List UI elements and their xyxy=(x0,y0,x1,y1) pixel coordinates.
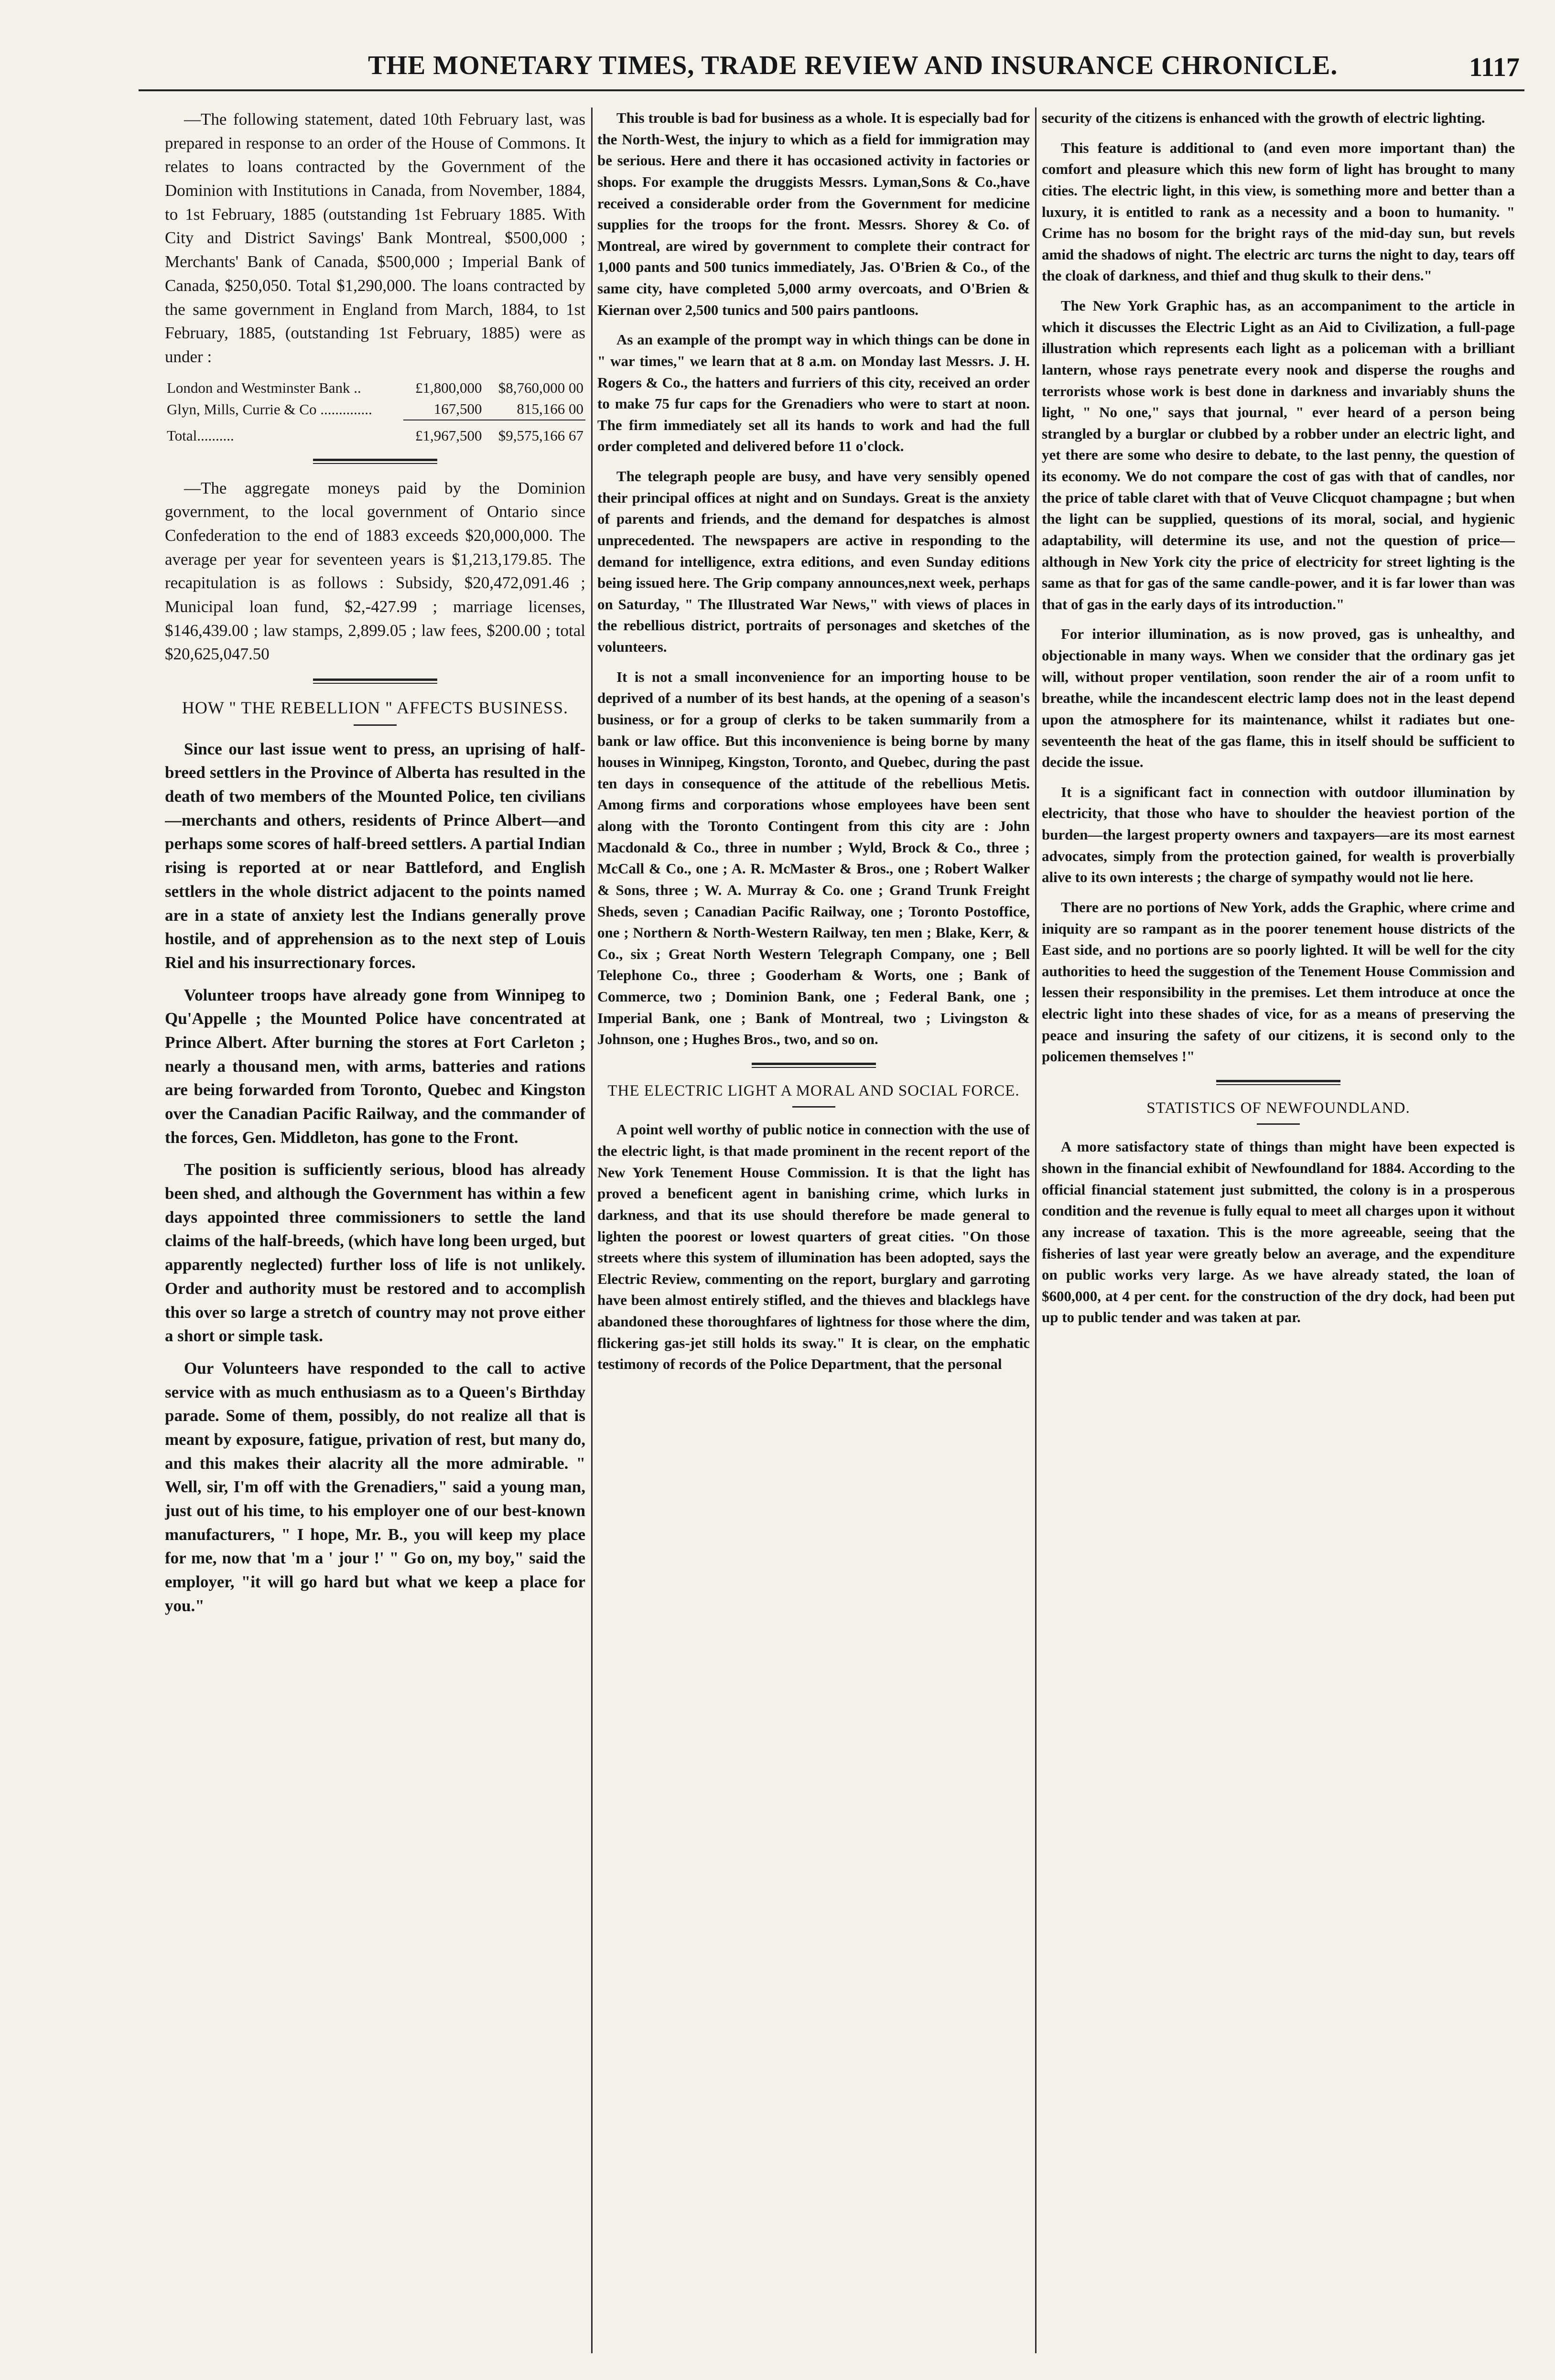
column-divider-1 xyxy=(591,108,593,2353)
article-paragraph: This trouble is bad for business as a whole. It is especially bad for the North-West, the injury to which as a field for immigration may be serious. Here and there it has occasioned activity in factories or shops. For example the druggists Messrs. Lyman,Sons & Co.,have received a considerable order from the Government for medicine supplies for the troops for the front. Messrs. Shorey & Co. of Montreal, are wired by government to complete their contract for 1,000 pants and 500 tunics immediately, Jas. O'Brien & Co., of the same city, have completed 5,000 army overcoats, and O'Brien & Kiernan over 2,500 tunics and 500 pairs pantloons. xyxy=(597,109,1030,318)
article-paragraph: It is a significant fact in connection with outdoor illumination by electricity, that those who have to shoulder the heaviest portion of the burden—the largest property owners and taxpayers—are its most earnest advocates, simply from the protection gained, for wealth is proverbially alive to its own interests ; the charge of sympathy would not lie here. xyxy=(1042,783,1515,886)
article-paragraph: It is not a small inconvenience for an importing house to be deprived of a number of its best hands, at the opening of a season's business, or for a group of clerks to be taken summarily from a bank or law office. But this inconvenience is being borne by many houses in Winnipeg, Kingston, Toronto, and Quebec, during the past ten days in consequence of the attitude of the rebellious Metis. Among firms and corporations whose employees have been sent along with the Toronto Contingent from this city are : John Macdonald & Co., three in number ; Wyld, Brock & Co., three ; McCall & Co., one ; A. R. McMaster & Bros., one ; Robert Walker & Sons, three ; W. A. Murray & Co. one ; Grand Trunk Freight Sheds, seven ; Canadian Pacific Railway, one ; Toronto Postoffice, one ; Northern & North-Western Railway, ten men ; Blake, Kerr, & Co., six ; Great North Western Telegraph Company, one ; Bell Telephone Co., three ; Gooderham & Worts, one ; Bank of Commerce, two ; Dominion Bank, one ; Federal Bank, one ; Imperial Bank, one ; Bank of Montreal, two ; Livingston & Johnson, one ; Hughes Bros., two, and so on. xyxy=(597,668,1030,1048)
rebellion-heading: HOW " THE REBELLION " AFFECTS BUSINESS. xyxy=(182,698,569,718)
section-divider xyxy=(313,678,437,684)
column-1 xyxy=(165,108,585,2363)
heading-rule xyxy=(354,724,397,726)
loan-table-dollars: $8,760,000 00 xyxy=(498,379,583,396)
section-divider xyxy=(752,1063,876,1068)
loan-table-total-pounds: £1,967,500 xyxy=(403,420,484,446)
article-paragraph: Since our last issue went to press, an uprising of half-breed settlers in the Province of Alberta has resulted in the death of two members of the Mounted Police, ten civilians—merchants and others, residents of Prince Albert—and perhaps some scores of half-breed settlers. A partial Indian rising is reported at or near Battleford, and English settlers in the whole district adjacent to the points named are in a state of anxiety lest the Indians generally prove hostile, and of apprehension as to the next step of Louis Riel and his insurrectionary forces. xyxy=(165,739,585,972)
column-3 xyxy=(1042,108,1515,2363)
loan-table-total-label: Total.......... xyxy=(167,427,234,444)
page-number: 1117 xyxy=(1469,53,1520,82)
heading-rule xyxy=(792,1106,835,1108)
loan-table-label: London and Westminster Bank .. xyxy=(167,379,361,396)
loan-table-total-dollars: $9,575,166 67 xyxy=(484,420,585,446)
table-row xyxy=(165,377,585,398)
column-2 xyxy=(597,108,1030,2363)
page-header xyxy=(139,45,1524,98)
publication-title: THE MONETARY TIMES, TRADE REVIEW AND INSURANCE CHRONICLE. xyxy=(368,51,1338,80)
article-paragraph: As an example of the prompt way in which things can be done in " war times," we learn that at 8 a.m. on Monday last Messrs. J. H. Rogers & Co., the hatters and furriers of this city, received an order to make 75 fur caps for the Grenadiers who were to start at noon. The firm immediately set all its hands to work and had the full order completed and delivered before 11 o'clock. xyxy=(597,331,1030,455)
aggregate-moneys-paragraph: —The aggregate moneys paid by the Dominion government, to the local government of Ontario since Confederation to the end of 1883 exceeds $20,000,000. The average per year for seventeen years is $1,213,179.85. The recapitulation is as follows : Subsidy, $20,472,091.46 ; Municipal loan fund, $2,-427.99 ; marriage licenses, $146,439.00 ; law stamps, 2,899.05 ; law fees, $200.00 ; total $20,625,047.50 xyxy=(165,478,585,664)
section-divider xyxy=(313,459,437,464)
article-paragraph: security of the citizens is enhanced with the growth of electric lighting. xyxy=(1042,109,1485,126)
article-paragraph: The telegraph people are busy, and have very sensibly opened their principal offices at night and on Sundays. Great is the anxiety of parents and friends, and the demand for despatches is almost unprecedented. The newspapers are active in responding to the demand for intelligence, extra editions, and even Sunday editions being issued here. The Grip company announces,next week, perhaps on Saturday, " The Illustrated War News," with views of places in the rebellious district, portraits of personages and sketches of the volunteers. xyxy=(597,468,1030,655)
section-divider xyxy=(1216,1080,1340,1085)
heading-rule xyxy=(1257,1123,1300,1125)
article-paragraph: There are no portions of New York, adds the Graphic, where crime and iniquity are so rampant as in the poorer tenement house districts of the East side, and no portions are so poorly lighted. It will be well for the city authorities to heed the suggestion of the Tenement House Commission and lessen their responsibility in the premises. Let them introduce at once the electric light into these shades of vice, for as a means of preserving the peace and insuring the safety of our citizens, it is second only to the policemen themselves !" xyxy=(1042,898,1515,1065)
loan-table-pounds: £1,800,000 xyxy=(415,379,482,396)
header-rule xyxy=(139,89,1524,91)
article-paragraph: A point well worthy of public notice in connection with the use of the electric light, is that made prominent in the recent report of the New York Tenement House Commission. It is that the light has proved a beneficent agent in banishing crime, which lurks in darkness, and that its use should therefore be made general to lighten the poorest or lowest quarters of great cities. "On those streets where this system of illumination has been adopted, says the Electric Review, commenting on the report, burglary and garroting have been almost entirely stifled, and the thieves and blacklegs have abandoned these thoroughfares of lightness for those where the dim, flickering gas-jet still holds its sway." It is clear, on the emphatic testimony of records of the Police Department, that the personal xyxy=(597,1121,1030,1373)
article-paragraph: This feature is additional to (and even more important than) the comfort and pleasure which this new form of light has brought to many cities. The electric light, in this view, is something more and better than a luxury, it is entitled to rank as a necessity and a boon to humanity. " Crime has no bosom for the bright rays of the mid-day sun, but revels amid the shadows of night. The electric arc turns the night to day, tears off the cloak of darkness, and thief and thug skulk to their dens." xyxy=(1042,139,1515,284)
newfoundland-heading: STATISTICS OF NEWFOUNDLAND. xyxy=(1146,1099,1410,1117)
loan-table-label: Glyn, Mills, Currie & Co .............. xyxy=(167,400,372,418)
electric-light-heading: THE ELECTRIC LIGHT A MORAL AND SOCIAL FORCE. xyxy=(607,1082,1020,1099)
article-paragraph: Volunteer troops have already gone from Winnipeg to Qu'Appelle ; the Mounted Police have concentrated at Prince Albert. After burning the stores at Fort Carleton ; nearly a thousand men, with arms, batteries and rations are being forwarded from Toronto, Quebec and Kingston over the Canadian Pacific Railway, and the commander of the forces, Gen. Middleton, has gone to the Front. xyxy=(165,985,585,1147)
column-divider-2 xyxy=(1035,108,1037,2353)
loan-table-dollars: 815,166 00 xyxy=(517,400,583,417)
loan-table xyxy=(165,377,585,446)
loan-table-pounds: 167,500 xyxy=(433,400,482,417)
loan-statement-paragraph: —The following statement, dated 10th February last, was prepared in response to an order of the House of Commons. It relates to loans contracted by the Government of the Dominion with Institutions in Canada, from November, 1884, to 1st February, 1885 (outstanding 1st February 1885. With City and District Savings' Bank Montreal, $500,000 ; Merchants' Bank of Canada, $500,000 ; Imperial Bank of Canada, $250,050. Total $1,290,000. The loans contracted by the same government in England from March, 1884, to 1st February, 1885, (outstanding 1st February, 1885) were as under : xyxy=(165,110,585,366)
article-paragraph: The position is sufficiently serious, blood has already been shed, and although the Government has within a few days appointed three commissioners to settle the land claims of the half-breeds, (which have long been urged, but apparently neglected) further loss of life is not unlikely. Order and authority must be restored and to accomplish this over so large a stretch of country may not prove either a short or simple task. xyxy=(165,1160,585,1346)
article-paragraph: For interior illumination, as is now proved, gas is unhealthy, and objectionable in many ways. When we consider that the ordinary gas jet will, without proper ventilation, soon render the air of a room unfit to breathe, while the incandescent electric lamp does not in the least depend upon the atmosphere for its maintenance, whilst it radiates but one-seventeenth the heat of the gas flame, this in itself should be sufficient to decide the issue. xyxy=(1042,625,1515,771)
article-paragraph: Our Volunteers have responded to the call to active service with as much enthusiasm as to a Queen's Birthday parade. Some of them, possibly, do not realize all that is meant by exposure, fatigue, privation of rest, but many do, and this makes their alacrity all the more admirable. " Well, sir, I'm off with the Grenadiers," said a young man, just out of his time, to his employer one of our best-known manufacturers, " I hope, Mr. B., you will keep my place for me, now that 'm a ' jour !' " Go on, my boy," said the employer, "it will go hard but what we keep a place for you." xyxy=(165,1358,585,1615)
table-total-row xyxy=(165,420,585,446)
article-paragraph: A more satisfactory state of things than might have been expected is shown in the financial exhibit of Newfoundland for 1884. According to the official financial statement just submitted, the colony is in a prosperous condition and the revenue is fully equal to meet all charges upon it without any increase of taxation. This is the more agreeable, seeing that the fisheries of last year were greatly below an average, and the expenditure on public works very large. As we have already stated, the loan of $600,000, at 4 per cent. for the construction of the dry dock, had been put up to public tender and was taken at par. xyxy=(1042,1138,1515,1326)
article-paragraph: The New York Graphic has, as an accompaniment to the article in which it discusses the Electric Light as an Aid to Civilization, a full-page illustration which represents each light as a policeman with a brilliant lantern, whose rays penetrate every nook and disperse the roughs and terrorists whose work is best done in darkness and invariably shuns the light, " No one," says that journal, " ever heard of a person being strangled by a burglar or clubbed by a robber under an electric light, and yet there are some who desire to debate, to the last penny, the question of its economy. We do not compare the cost of gas with that of candles, nor the price of table claret with that of Veuve Clicquot champagne ; but when the light can be supplied, questions of its moral, social, and hygienic adaptability, will determine its use, and not the question of price—although in New York city the price of electricity for street lighting is the same as that for gas of the same candle-power, and it is far lower than was that of gas in the early days of its introduction." xyxy=(1042,297,1515,613)
table-row xyxy=(165,398,585,420)
